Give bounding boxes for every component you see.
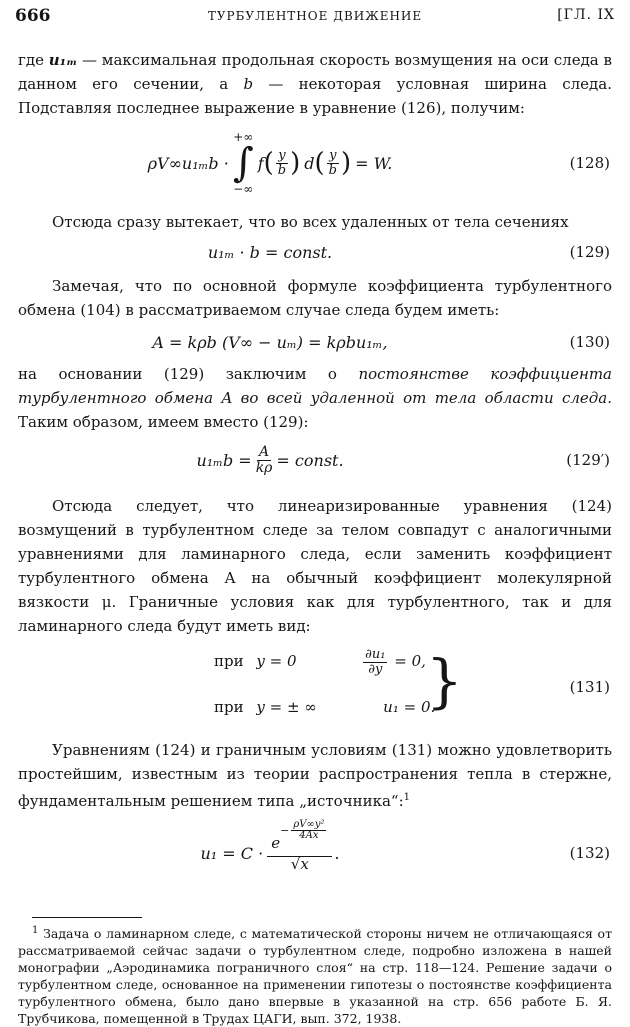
condition-value: u₁ = 0. [383, 698, 436, 716]
exp-sign: − [280, 823, 290, 837]
exp-numerator: ρV∞y² [293, 818, 325, 830]
frac-numerator: y [278, 147, 286, 163]
paragraph-6 [18, 738, 612, 813]
equation-131 [18, 648, 612, 730]
text-run: где [18, 51, 49, 69]
eq-tail: . [334, 843, 340, 863]
equation-number: (131) [569, 678, 610, 696]
equation-number: (128) [569, 154, 610, 172]
text-run: Уравнениям (124) и граничным условиям (131) можно удовлетворить простейшим, известным из теории распространения тепла в стержне, фундаментальным решением типа „источника“: [18, 741, 612, 810]
condition-label: при [214, 652, 244, 671]
condition-row-1 [214, 648, 426, 676]
frac-denominator: b [277, 162, 287, 178]
integral-lower-limit: −∞ [233, 182, 254, 196]
text-run: Таким образом, имеем вместо (129): [18, 413, 309, 431]
equation-number: (129′) [566, 451, 610, 469]
condition: y = 0 [256, 652, 297, 671]
differential: d [304, 153, 315, 173]
integral-upper-limit: +∞ [233, 130, 254, 144]
condition-value: = 0, [394, 652, 426, 671]
equation-128: ρV∞u₁ₘb · +∞ ∫ −∞ f ( $\frac{y}{b}$ ) d ( $\frac{y}{b}$ ) = W. (128) [147, 130, 610, 196]
eq128-lhs: ρV∞u₁ₘb · [147, 153, 229, 173]
text-run: на основании (129) заключим о [18, 365, 359, 383]
eq129p-lhs: u₁ₘb = [196, 450, 252, 470]
eq129-text: u₁ₘ · b = const. [207, 242, 333, 262]
equation-130 [18, 322, 612, 362]
footnote-text: Задача о ламинарном следе, с математической стороны ничем не отличающаяся от рассматриваемой сейчас задачи о турбулентном следе, подробно изложена в нашей монографии „Аэродинамика пограничного слоя“ на стр. 118—124. Решение задачи о турбулентном следе, основанное на применении гипотезы о постоянстве коэффициента турбулентного обмена, было дано впервые в указанной на стр. 656 работе Б. Я. Трубчикова, помещенной в Трудах ЦАГИ, вып. 372, 1938. [18, 926, 612, 1027]
page-body [18, 48, 612, 1027]
integrand: f [257, 153, 264, 173]
text-run: — некоторая условная ширина следа. Подставляя последнее выражение в уравнение (126), получим: [18, 75, 612, 117]
equation-number: (129) [569, 243, 610, 261]
frac-denominator: kρ [255, 459, 273, 476]
frac-denominator: ∂y [368, 661, 383, 677]
paragraph-3: Замечая, что по основной формуле коэффициента турбулентного обмена (104) в рассматриваемом случае следа будем иметь: [18, 277, 612, 319]
paragraph-5: Отсюда следует, что линеаризированные уравнения (124) возмущений в турбулентном следе за телом совпадут с аналогичными уравнениями для ламинарного следа, если заменить коэффициент турбулентного обмена A на обычный коэффициент молекулярной вязкости μ. Граничные условия как для турбулентного, так и для ламинарного следа будут иметь вид: [18, 497, 612, 635]
condition-row-2 [214, 698, 435, 716]
paragraph-4 [18, 362, 612, 434]
condition-label: при [214, 698, 244, 716]
paragraph-2: Отсюда сразу вытекает, что во всех удаленных от тела сечениях [52, 213, 569, 231]
equation-number: (132) [569, 844, 610, 862]
frac-denominator: √x [290, 854, 309, 873]
footnote-rule [32, 917, 142, 918]
eq128-rhs: = W. [355, 153, 393, 173]
eq130-text: A = kρb (V∞ − uₘ) = kρbu₁ₘ, [152, 332, 388, 352]
equation-132 [18, 813, 612, 893]
equation-number: (130) [569, 333, 610, 351]
integral-sign: +∞ ∫ −∞ [232, 130, 254, 196]
condition: y = ± ∞ [256, 698, 317, 716]
page-number: 666 [15, 6, 51, 26]
text-run: — максимальная продольная скорость возмущения на оси следа в данном его сечении, а [18, 51, 612, 93]
footnote-mark: 1 [32, 925, 39, 936]
frac-numerator: A [259, 443, 270, 460]
exp-base: e [271, 833, 281, 852]
footnote-ref: 1 [403, 792, 411, 803]
equation-129 [18, 234, 612, 270]
paragraph-1 [18, 48, 612, 120]
frac-numerator: ∂u₁ [365, 647, 386, 662]
eq129p-rhs: = const. [276, 450, 344, 470]
eq132-lhs: u₁ = C · [200, 843, 264, 863]
running-title: ТУРБУЛЕНТНОЕ ДВИЖЕНИЕ [207, 9, 423, 23]
emphasis: постоянстве коэффициента турбулентного обмена A во всей удаленной от тела области следа. [18, 365, 612, 407]
math-var: b [243, 75, 254, 93]
chapter-label: [ГЛ. IX [557, 7, 615, 23]
frac-numerator: y [329, 147, 337, 163]
page-header [15, 6, 615, 30]
right-brace: } [426, 647, 463, 715]
footnote [18, 922, 612, 1027]
math-var: u₁ₘ [48, 51, 78, 69]
exp-denominator: 4Ax [299, 830, 319, 842]
frac-denominator: b [328, 162, 337, 178]
equation-129-prime [18, 434, 612, 486]
